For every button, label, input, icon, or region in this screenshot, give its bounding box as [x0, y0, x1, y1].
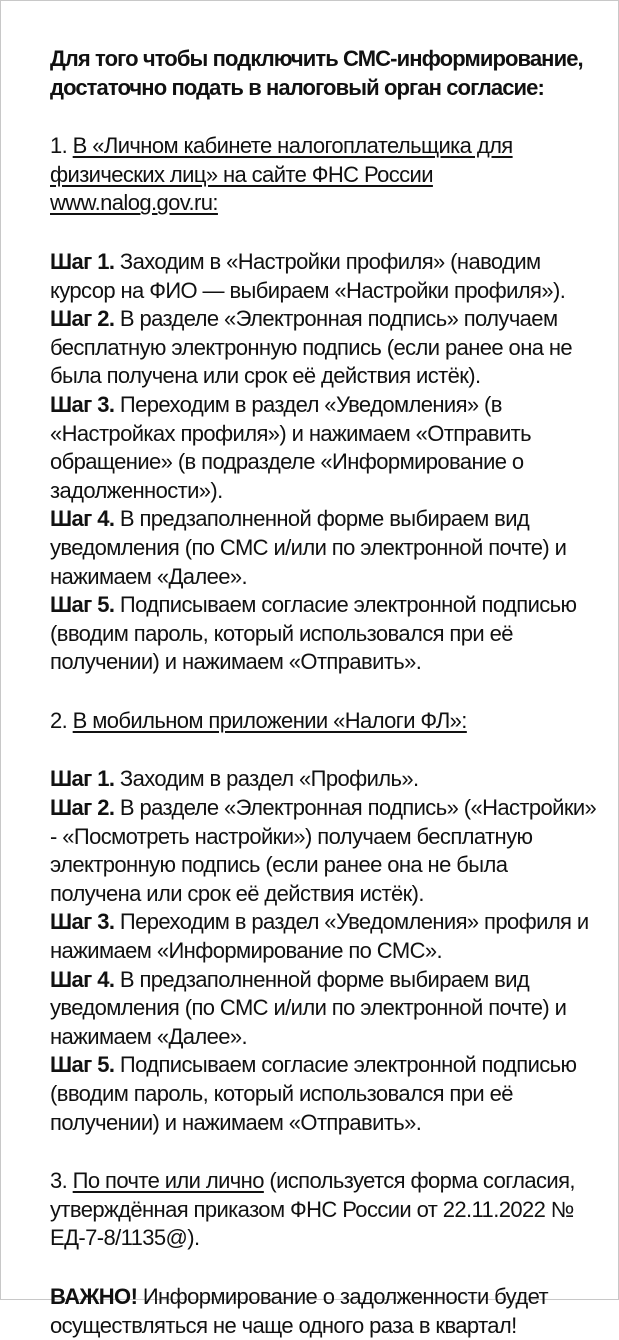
step-text: Переходим в раздел «Уведомления» (в «Настройках профиля») и нажимаем «Отправить обращение» (в подразделе «Информирование о задолженности»).	[50, 391, 531, 503]
step-label: Шаг 3.	[50, 909, 115, 935]
step-text: В предзаполненной форме выбираем вид уведомления (по СМС и/или по электронной почте) и нажимаем «Далее».	[50, 966, 567, 1049]
step-text: Переходим в раздел «Уведомления» профиля и нажимаем «Информирование по СМС».	[50, 909, 589, 964]
section-1-step-1	[50, 248, 602, 305]
section-1-heading	[50, 132, 602, 218]
step-label: Шаг 1.	[50, 766, 115, 792]
section-2-number: 2.	[50, 707, 68, 733]
step-label: Шаг 3.	[50, 391, 115, 417]
step-text: Подписываем согласие электронной подписью (вводим пароль, который использовался при её получении) и нажимаем «Отправить».	[50, 592, 577, 675]
document-content	[50, 45, 602, 1340]
step-text: Заходим в «Настройки профиля» (наводим курсор на ФИО — выбираем «Настройки профиля»).	[50, 248, 566, 303]
section-1-steps	[50, 248, 602, 677]
important-text: Информирование о задолженности будет осуществляться не чаще одного раза в квартал!	[50, 1283, 548, 1338]
section-2-title: В мобильном приложении «Налоги ФЛ»:	[72, 707, 467, 733]
step-text: Подписываем согласие электронной подписью (вводим пароль, который использовался при её получении) и нажимаем «Отправить».	[50, 1052, 577, 1135]
section-1-step-5	[50, 591, 602, 677]
step-text: В разделе «Электронная подпись» получаем бесплатную электронную подпись (если ранее она не была получена или срок её действия истёк).	[50, 306, 573, 389]
section-1-step-4	[50, 505, 602, 591]
section-3	[50, 1167, 602, 1253]
spacer	[50, 677, 602, 707]
section-1-title: В «Личном кабинете налогоплательщика для физических лиц» на сайте ФНС России www.nalog.gov.ru:	[50, 133, 513, 216]
important-label: ВАЖНО!	[50, 1283, 138, 1309]
section-1-number: 1.	[50, 133, 68, 159]
step-label: Шаг 2.	[50, 306, 115, 332]
intro	[50, 45, 602, 102]
section-3-number: 3.	[50, 1168, 68, 1194]
section-2-step-4	[50, 966, 602, 1052]
step-label: Шаг 5.	[50, 592, 115, 618]
spacer	[50, 1253, 602, 1283]
section-2-heading	[50, 707, 602, 736]
section-1-step-2	[50, 305, 602, 391]
intro-line-2: достаточно подать в налоговый орган согласие:	[50, 74, 544, 100]
step-label: Шаг 4.	[50, 966, 115, 992]
section-3-text: (используется форма согласия, утверждённая приказом ФНС России от 22.11.2022 № ЕД-7-8/1135@).	[50, 1168, 575, 1251]
step-label: Шаг 4.	[50, 506, 115, 532]
step-text: В предзаполненной форме выбираем вид уведомления (по СМС и/или по электронной почте) и нажимаем «Далее».	[50, 506, 567, 589]
spacer	[50, 218, 602, 248]
step-text: Заходим в раздел «Профиль».	[119, 766, 419, 792]
section-3-title: По почте или лично	[72, 1168, 264, 1194]
important-note	[50, 1283, 602, 1340]
spacer	[50, 102, 602, 132]
section-1-step-3	[50, 391, 602, 505]
spacer	[50, 1137, 602, 1167]
section-2-step-2	[50, 794, 602, 908]
spacer	[50, 735, 602, 765]
intro-line-1: Для того чтобы подключить СМС-информирование,	[50, 46, 583, 71]
step-label: Шаг 1.	[50, 248, 115, 274]
section-2-step-3	[50, 908, 602, 965]
section-2-step-1	[50, 765, 602, 794]
section-2-step-5	[50, 1051, 602, 1137]
step-label: Шаг 5.	[50, 1052, 115, 1078]
section-2-steps	[50, 765, 602, 1137]
step-text: В разделе «Электронная подпись» («Настройки» - «Посмотреть настройки») получаем бесплатную электронную подпись (если ранее она не была получена или срок её действия истёк).	[50, 795, 597, 906]
step-label: Шаг 2.	[50, 795, 115, 821]
